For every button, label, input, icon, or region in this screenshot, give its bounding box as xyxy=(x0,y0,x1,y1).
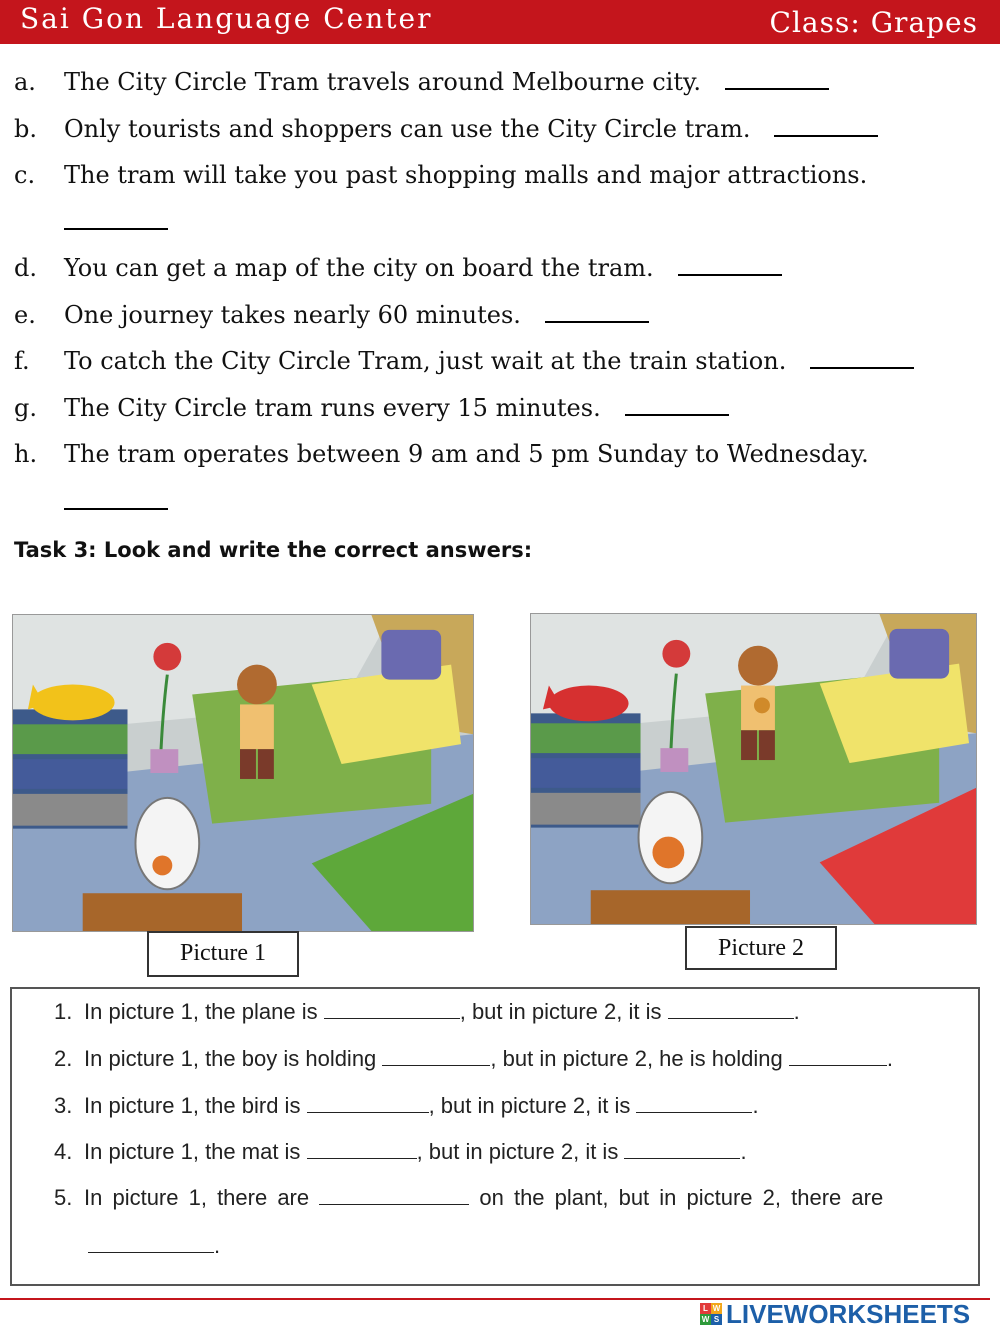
answer-blank-1b[interactable] xyxy=(668,1001,794,1019)
statement-letter: e. xyxy=(14,301,36,329)
question-text-part: In picture 1, the bird is xyxy=(84,1093,301,1118)
question-text-part: , but in picture 2, he is holding xyxy=(490,1046,783,1071)
question-text-part: In picture 1, the boy is holding xyxy=(84,1046,377,1071)
task3-title: Task 3: Look and write the correct answers: xyxy=(14,538,533,562)
statement-letter: d. xyxy=(14,254,37,282)
question-text-part: , but in picture 2, it is xyxy=(416,1139,619,1164)
statement-text: To catch the City Circle Tram, just wait at the train station. xyxy=(64,347,787,375)
question-text-part: In picture 1, the plane is xyxy=(84,999,318,1024)
answer-blank-4b[interactable] xyxy=(624,1141,740,1159)
question-5 xyxy=(54,1185,883,1211)
question-number: 1. xyxy=(54,999,73,1024)
question-text-part: , but in picture 2, it is xyxy=(459,999,662,1024)
logo-letter: W xyxy=(712,1304,721,1313)
question-text-end: . xyxy=(740,1139,747,1164)
question-number: 3. xyxy=(54,1093,73,1118)
bedroom-scene-1 xyxy=(13,615,473,931)
statement-letter: b. xyxy=(14,115,37,143)
liveworksheets-brand[interactable] xyxy=(700,1299,970,1329)
statement-letter: c. xyxy=(14,161,36,189)
statement-text: The City Circle tram runs every 15 minutes. xyxy=(64,394,601,422)
logo-letter: W xyxy=(701,1315,710,1324)
answer-blank-1a[interactable] xyxy=(324,1001,460,1019)
bedroom-scene-2 xyxy=(531,614,976,924)
statement-text: The City Circle Tram travels around Melbourne city. xyxy=(64,68,701,96)
answer-blank-g[interactable] xyxy=(625,396,729,416)
answer-blank-3b[interactable] xyxy=(636,1095,752,1113)
picture-1-image xyxy=(12,614,474,932)
answer-blank-h[interactable] xyxy=(64,490,168,510)
statement-letter: g. xyxy=(14,394,37,422)
question-text-part: In picture 1, the mat is xyxy=(84,1139,301,1164)
liveworksheets-logo-icon xyxy=(700,1303,722,1325)
question-5-continued xyxy=(88,1233,220,1259)
answer-blank-a[interactable] xyxy=(725,70,829,90)
question-text-end: . xyxy=(752,1093,759,1118)
question-text-end: . xyxy=(214,1233,221,1258)
logo-letter: L xyxy=(700,1303,711,1314)
statement-text: The tram operates between 9 am and 5 pm Sunday to Wednesday. xyxy=(64,440,869,468)
question-text-part: on the plant, but in picture 2, there are xyxy=(479,1185,884,1210)
answer-blank-c[interactable] xyxy=(64,210,168,230)
answer-blank-3a[interactable] xyxy=(307,1095,429,1113)
question-1 xyxy=(54,999,800,1025)
picture-1-label: Picture 1 xyxy=(147,931,299,977)
question-number: 2. xyxy=(54,1046,73,1071)
logo-letter: S xyxy=(711,1314,722,1325)
statement-text: One journey takes nearly 60 minutes. xyxy=(64,301,521,329)
picture-2-image xyxy=(530,613,977,925)
statement-text: Only tourists and shoppers can use the City Circle tram. xyxy=(64,115,751,143)
answer-blank-b[interactable] xyxy=(774,117,878,137)
question-number: 5. xyxy=(54,1185,73,1210)
statement-text: You can get a map of the city on board the tram. xyxy=(64,254,654,282)
question-text-end: . xyxy=(886,1046,893,1071)
question-text-end: . xyxy=(793,999,800,1024)
question-3 xyxy=(54,1093,759,1119)
question-2 xyxy=(54,1046,893,1072)
question-4 xyxy=(54,1139,747,1165)
picture-2-label: Picture 2 xyxy=(685,926,837,970)
questions-box xyxy=(10,987,980,1286)
question-number: 4. xyxy=(54,1139,73,1164)
answer-blank-5b[interactable] xyxy=(88,1235,214,1253)
statement-letter: f. xyxy=(14,347,30,375)
question-text-part: , but in picture 2, it is xyxy=(428,1093,631,1118)
class-label: Class: Grapes xyxy=(769,6,978,39)
question-text-part: In picture 1, there are xyxy=(84,1185,310,1210)
answer-blank-d[interactable] xyxy=(678,256,782,276)
statement-text: The tram will take you past shopping malls and major attractions. xyxy=(64,161,868,189)
answer-blank-2a[interactable] xyxy=(382,1048,490,1066)
statement-letter: a. xyxy=(14,68,36,96)
page-header xyxy=(0,0,1000,44)
answer-blank-2b[interactable] xyxy=(789,1048,887,1066)
answer-blank-4a[interactable] xyxy=(307,1141,417,1159)
brand-name: LIVEWORKSHEETS xyxy=(726,1298,971,1329)
answer-blank-e[interactable] xyxy=(545,303,649,323)
statement-letter: h. xyxy=(14,440,38,468)
center-name: Sai Gon Language Center xyxy=(20,2,433,35)
answer-blank-f[interactable] xyxy=(810,349,914,369)
answer-blank-5a[interactable] xyxy=(319,1187,469,1205)
